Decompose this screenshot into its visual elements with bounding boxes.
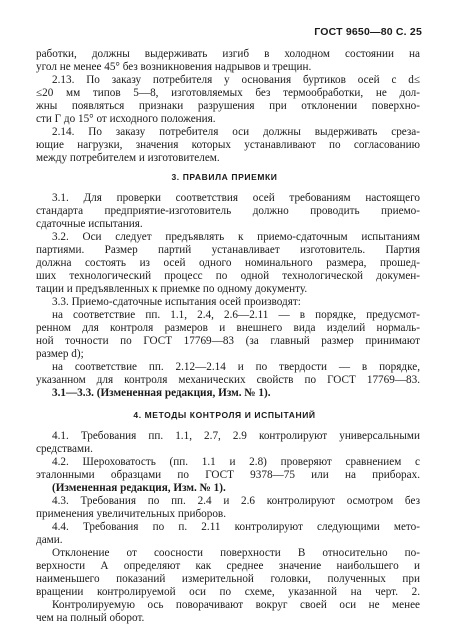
text-line: Контролируемую ось поворачивают вокруг своей оси не менее bbox=[52, 599, 420, 611]
text-line: чем на полный оборот. bbox=[36, 612, 145, 624]
text-line: должна состоять из осей одного номинального размера, прошед- bbox=[36, 257, 420, 269]
text-line: партиями. Размер партий устанавливает изготовитель. Партия bbox=[36, 244, 420, 256]
text-line: ной точности по ГОСТ 17769—83 (за главный размер принимают bbox=[36, 335, 420, 347]
text-line: применения увеличительных приборов. bbox=[36, 508, 226, 520]
text-line: верхности А определяют как среднее значение наибольшего и bbox=[36, 560, 420, 572]
text-line: ≤20 мм типов 5—8, изготовляемых без термообработки, не дол- bbox=[36, 87, 420, 99]
text-line: 4.4. Требования по п. 2.11 контролируют следующими мето- bbox=[52, 521, 420, 533]
text-line: 2.14. По заказу потребителя оси должны выдерживать среза- bbox=[52, 126, 420, 138]
text-line: 3.3. Приемо-сдаточные испытания осей производят: bbox=[52, 296, 301, 308]
text-line: дами. bbox=[36, 534, 63, 546]
text-line: (Измененная редакция, Изм. № 1). bbox=[52, 482, 226, 494]
text-line: стандарта предприятие-изготовитель должно проводить приемо- bbox=[36, 205, 420, 217]
text-line: тации и предъявленных к приемке по одному документу. bbox=[36, 283, 308, 295]
text-line: 2.13. По заказу потребителя у основания буртиков осей с d≤ bbox=[52, 74, 420, 86]
text-line: 3.2. Оси следует предъявлять к приемо-сдаточным испытаниям bbox=[52, 231, 420, 243]
text-line: на соответствие пп. 1.1, 2.4, 2.6—2.11 — в порядке, предусмот- bbox=[52, 309, 420, 321]
text-line: 4.2. Шероховатость (пп. 1.1 и 2.8) проверяют сравнением с bbox=[52, 456, 420, 468]
text-line: 3.1. Для проверки соответствия осей требованиям настоящего bbox=[52, 192, 420, 204]
text-line: 4.1. Требования пп. 1.1, 2.7, 2.9 контролируют универсальными bbox=[52, 430, 420, 442]
text-line: 3.1—3.3. (Измененная редакция, Изм. № 1). bbox=[52, 387, 271, 399]
page-header: ГОСТ 9650—80 С. 25 bbox=[314, 26, 422, 38]
text-line: вращении контролируемой оси по схеме, указанной на черт. 2. bbox=[36, 586, 420, 598]
text-line: указанном для контроля механических свойств по ГОСТ 17769—83. bbox=[36, 374, 420, 386]
section-heading: 4. МЕТОДЫ КОНТРОЛЯ И ИСПЫТАНИЙ bbox=[133, 410, 316, 420]
text-line: между потребителем и изготовителем. bbox=[36, 152, 220, 164]
text-line: сти Г до 15° от исходного положения. bbox=[36, 113, 216, 125]
text-line: ющие нагрузки, значения которых устанавливают по согласованию bbox=[36, 139, 420, 151]
text-line: ренном для контроля размеров и внешнего вида изделий нормаль- bbox=[36, 322, 420, 334]
text-line: размер d); bbox=[36, 348, 84, 360]
text-line: жны появляться признаки разрушения при отклонении поверхно- bbox=[36, 100, 420, 112]
text-line: угол не менее 45° без возникновения надрывов и трещин. bbox=[36, 61, 312, 73]
text-line: ших технологический процесс по одной технологической докумен- bbox=[36, 270, 420, 282]
text-line: средствами. bbox=[36, 443, 93, 455]
text-line: Отклонение от соосности поверхности В относительно по- bbox=[52, 547, 420, 559]
section-heading: 3. ПРАВИЛА ПРИЕМКИ bbox=[171, 172, 278, 182]
text-line: 4.3. Требования по пп. 2.4 и 2.6 контролируют осмотром без bbox=[52, 495, 420, 507]
text-line: сдаточные испытания. bbox=[36, 218, 143, 230]
text-line: эталонными образцами по ГОСТ 9378—75 или на приборах. bbox=[36, 469, 420, 481]
text-line: на соответствие пп. 2.12—2.14 и по твердости — в порядке, bbox=[52, 361, 420, 373]
text-line: наименьшего показаний измерительной головки, полученных при bbox=[36, 573, 420, 585]
text-line: работки, должны выдерживать изгиб в холодном состоянии на bbox=[36, 48, 420, 60]
